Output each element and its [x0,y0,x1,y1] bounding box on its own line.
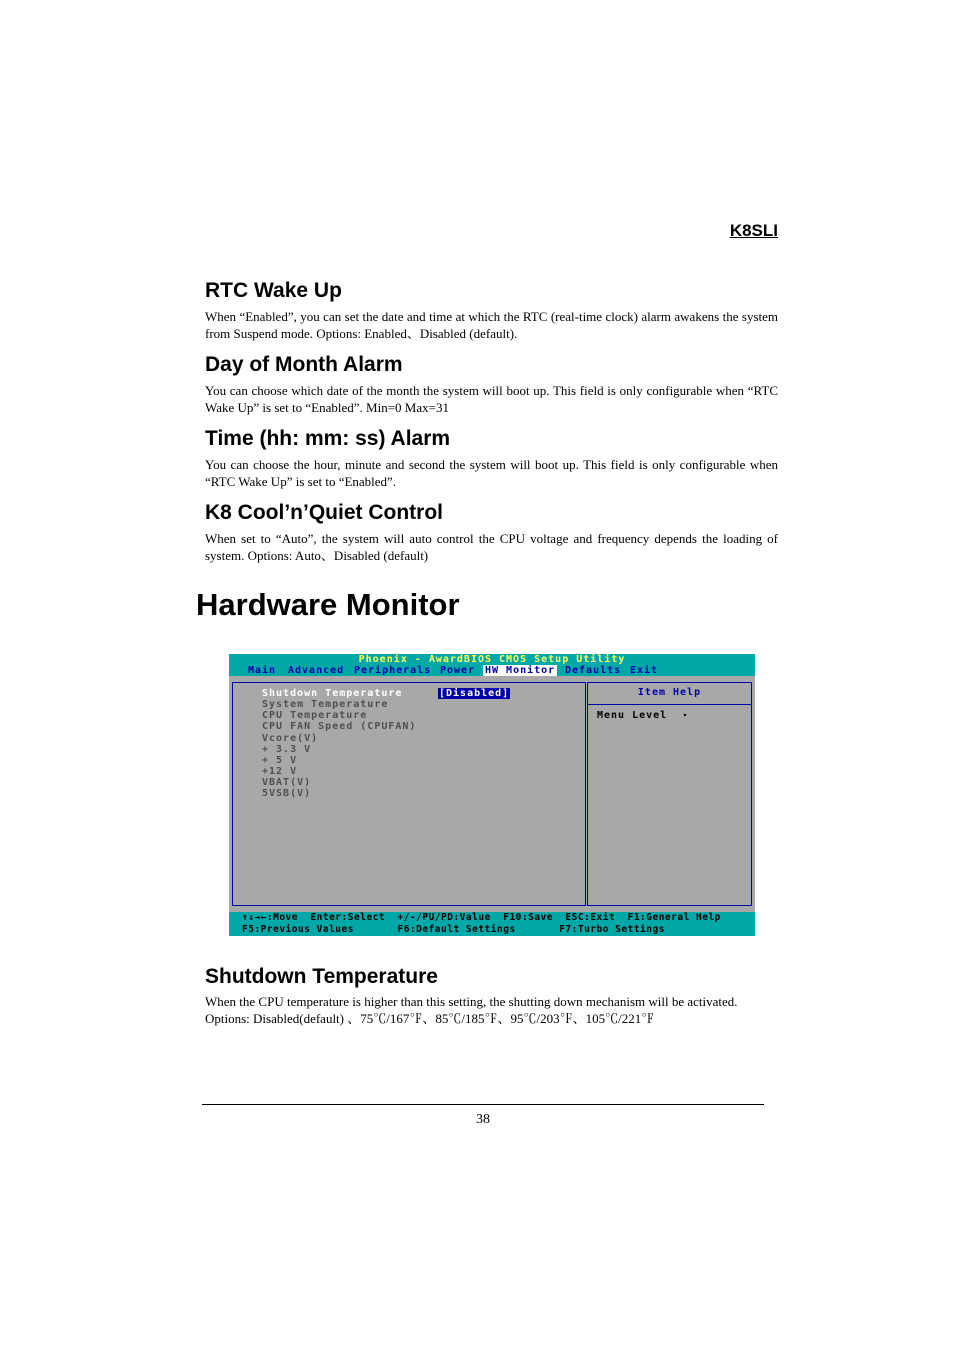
model-label: K8SLI [729,221,778,240]
main-heading: Hardware Monitor [196,587,460,622]
bios-menu-hw-monitor[interactable]: HW Monitor [485,665,556,676]
bios-menu-defaults[interactable]: Defaults [565,665,622,676]
bios-item-cpu-fan-speed: CPU FAN Speed (CPUFAN) [262,721,417,732]
footer-rule [202,1104,764,1105]
section-text-shutdown-line-1: When the CPU temperature is higher than this setting, the shutting down mechanism will be activated. [205,994,738,1009]
bios-key-legend [229,912,755,936]
section-text-cool-n-quiet: When set to “Auto”, the system will auto control the CPU voltage and frequency depends the loading of system. Options: Auto、Disabled (default) [205,531,778,563]
bios-menu-exit[interactable]: Exit [630,665,659,676]
bios-item-5vsb: 5VSB(V) [262,788,312,799]
bios-title: Phoenix - AwardBIOS CMOS Setup Utility [229,654,755,665]
section-text-rtc-wake-up: When “Enabled”, you can set the date and time at which the RTC (real-time clock) alarm awakens the system from Suspend mode. Options: Enabled、Disabled (default). [205,309,778,341]
bios-help-panel [587,682,752,906]
bios-menu-advanced[interactable]: Advanced [288,665,345,676]
bios-item-3-3v: + 3.3 V [262,744,312,755]
bios-item-vcore: Vcore(V) [262,733,319,744]
bios-menu-main[interactable]: Main [248,665,277,676]
bios-help-menu-level: Menu Level [597,710,668,721]
bios-item-5v: + 5 V [262,755,298,766]
bios-screenshot [229,654,755,936]
bios-settings-panel [232,682,586,906]
bios-item-vbat: VBAT(V) [262,777,312,788]
bios-item-12v: +12 V [262,766,298,777]
bios-help-title: Item Help [637,687,702,698]
bios-key-legend-line-2: F5:Previous Values F6:Default Settings F7:Turbo Settings [242,924,665,935]
bios-key-legend-line-1: ↑↓→←:Move Enter:Select +/-/PU/PD:Value F10:Save ESC:Exit F1:General Help [242,912,721,923]
section-text-day-of-month-alarm: You can choose which date of the month the system will boot up. This field is only configurable when “RTC Wake Up” is set to “Enabled”. Min=0 Max=31 [205,383,778,415]
section-title-time-alarm: Time (hh: mm: ss) Alarm [205,427,451,450]
section-title-day-of-month-alarm: Day of Month Alarm [205,353,403,376]
section-text-time-alarm: You can choose the hour, minute and second the system will boot up. This field is only configurable when “RTC Wake Up” is set to “Enabled”. [205,457,778,489]
bios-value-shutdown-temperature[interactable]: [Disabled] [439,688,510,699]
section-text-shutdown-line-2: Options: Disabled(default) 、75℃/167℉、85℃/185℉、95℃/203℉、105℃/221℉ [205,1011,655,1026]
triangle-right-icon: ▸ [683,710,688,719]
bios-item-system-temperature: System Temperature [262,699,389,710]
section-title-rtc-wake-up: RTC Wake Up [205,279,342,302]
bios-help-divider [588,704,751,705]
bios-menu-peripherals[interactable]: Peripherals [354,665,432,676]
bios-item-cpu-temperature: CPU Temperature [262,710,368,721]
bios-item-shutdown-temperature[interactable]: Shutdown Temperature [262,688,403,699]
section-title-shutdown-temperature: Shutdown Temperature [205,965,438,988]
bios-menu-power[interactable]: Power [440,665,476,676]
section-title-cool-n-quiet: K8 Cool’n’Quiet Control [205,501,443,524]
bios-menu-bar [229,665,755,676]
page-number: 38 [476,1112,490,1127]
